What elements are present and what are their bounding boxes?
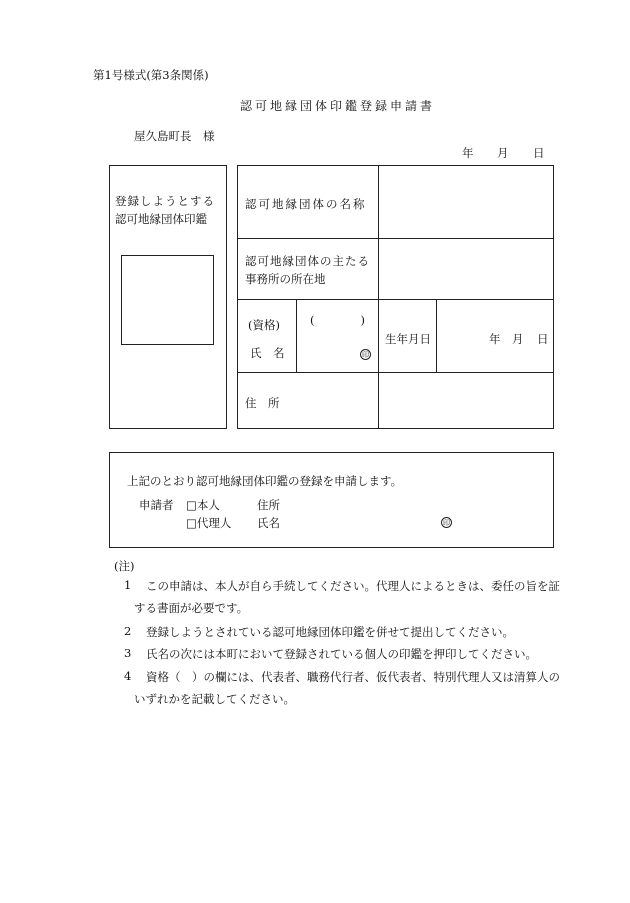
date-day-label: 日 — [533, 146, 545, 160]
note-number: 1 — [124, 578, 132, 592]
birth-month-label: 月 — [512, 332, 524, 346]
note-text: この申請は、本人が自ら手続してください。代理人によるときは、委任の旨を証 — [146, 579, 560, 593]
org-name-label: 認可地縁団体の名称 — [245, 197, 367, 211]
org-name-field[interactable] — [379, 166, 553, 238]
qualification-parentheses[interactable]: ( ) — [310, 313, 365, 327]
table-divider — [237, 299, 554, 300]
address-label: 住 所 — [245, 396, 280, 410]
note-text: 資格（ ）の欄には、代表者、職務代行者、仮代表者、特別代理人又は清算人の — [146, 670, 560, 684]
office-label-line2: 事務所の所在地 — [245, 272, 326, 286]
application-box — [109, 452, 554, 548]
applicant-seal-mark-icon: 印 — [443, 519, 450, 527]
seal-box-label-line2: 認可地縁団体印鑑 — [115, 212, 207, 226]
note-number: 2 — [124, 624, 132, 638]
qualification-label: (資格) — [248, 318, 280, 332]
page-title: 認可地縁団体印鑑登録申請書 — [240, 99, 436, 113]
self-option-checkbox[interactable]: □本人 — [186, 498, 220, 512]
applicant-address-label: 住所 — [257, 498, 280, 512]
note-number: 4 — [124, 669, 132, 683]
seal-box-label-line1: 登録しようとする — [115, 194, 215, 208]
seal-mark-icon: 印 — [362, 351, 369, 359]
addressee: 屋久島町長 様 — [134, 129, 215, 143]
birthdate-label: 生年月日 — [385, 332, 431, 346]
applicant-name-label: 氏名 — [257, 516, 280, 530]
address-field[interactable] — [379, 373, 553, 428]
date-month-label: 月 — [497, 146, 509, 160]
agent-option-checkbox[interactable]: □代理人 — [186, 516, 232, 530]
table-divider — [296, 299, 297, 372]
notes-heading: (注) — [114, 559, 135, 573]
note-number: 3 — [124, 646, 132, 660]
applicant-label: 申請者 — [139, 498, 174, 512]
representative-name-label: 氏 名 — [250, 346, 285, 360]
application-statement: 上記のとおり認可地縁団体印鑑の登録を申請します。 — [127, 474, 403, 488]
office-address-field[interactable] — [379, 239, 553, 299]
table-divider — [436, 299, 437, 372]
form-number: 第1号様式(第3条関係) — [93, 68, 209, 82]
note-text-continuation: いずれかを記載してください。 — [134, 692, 295, 706]
date-year-label: 年 — [462, 146, 474, 160]
seal-stamp-area[interactable] — [121, 255, 214, 345]
office-label-line1: 認可地縁団体の主たる — [245, 254, 370, 268]
note-text: 登録しようとされている認可地縁団体印鑑を併せて提出してください。 — [146, 625, 514, 639]
birth-day-label: 日 — [537, 332, 549, 346]
birth-year-label: 年 — [489, 332, 501, 346]
note-text: 氏名の次には本町において登録されている個人の印鑑を押印してください。 — [146, 647, 537, 661]
note-text-continuation: する書面が必要です。 — [134, 601, 249, 615]
